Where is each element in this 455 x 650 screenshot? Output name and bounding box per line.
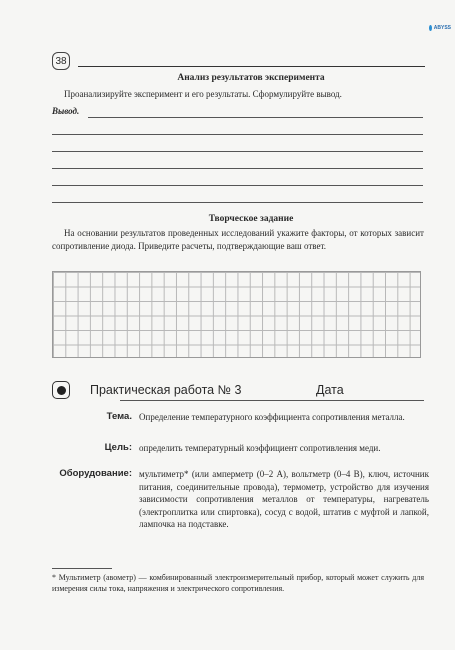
answer-line[interactable] [52, 134, 423, 135]
analysis-instruction: Проанализируйте эксперимент и его результаты. Сформулируйте вывод. [64, 89, 342, 99]
footnote: * Мультиметр (авометр) — комбинированный электроизмерительный прибор, который может служить для измерения силы тока, напряжения и электрического сопротивления. [52, 573, 424, 593]
goal-text: определить температурный коэффициент сопротивления меди. [139, 443, 381, 453]
analysis-title: Анализ результатов эксперимента [177, 73, 325, 83]
logo-icon [429, 25, 432, 31]
logo-text: ABYSS [433, 25, 451, 31]
page-number: 38 [52, 52, 70, 70]
topic-text: Определение температурного коэффициента сопротивления металла. [139, 412, 405, 422]
answer-line[interactable] [52, 185, 423, 186]
answer-line[interactable] [52, 168, 423, 169]
creative-text: На основании результатов проведенных исследований укажите факторы, от которых зависит сопротивление диода. Приведите расчеты, подтверждающие ваш ответ. [52, 228, 424, 251]
conclusion-label: Вывод. [52, 106, 80, 116]
goal-label: Цель: [104, 442, 132, 453]
header-rule [78, 66, 425, 67]
practical-rule [120, 400, 424, 401]
answer-grid[interactable] [52, 271, 421, 358]
equipment-label: Оборудование: [59, 468, 132, 479]
answer-line[interactable] [52, 151, 423, 152]
publisher-logo [429, 24, 451, 32]
practical-title: Практическая работа № 3 [90, 383, 242, 397]
answer-line[interactable] [52, 202, 423, 203]
answer-line[interactable] [88, 117, 423, 118]
equipment-text: мультиметр* (или амперметр (0–2 А), вольтметр (0–4 В), ключ, источник питания, соединительные провода), термометр, устройство для изучения зависимости сопротивления металлов от температуры, нагреватель (электроплитка или спиртовка), сосуд с водой, штатив с муфтой и лапкой, лампочка на подставке. [139, 469, 429, 529]
topic-label: Тема. [106, 411, 132, 422]
creative-title: Творческое задание [208, 214, 294, 224]
footnote-rule [52, 568, 112, 569]
date-label: Дата [316, 383, 344, 397]
section-marker-icon [52, 381, 70, 399]
